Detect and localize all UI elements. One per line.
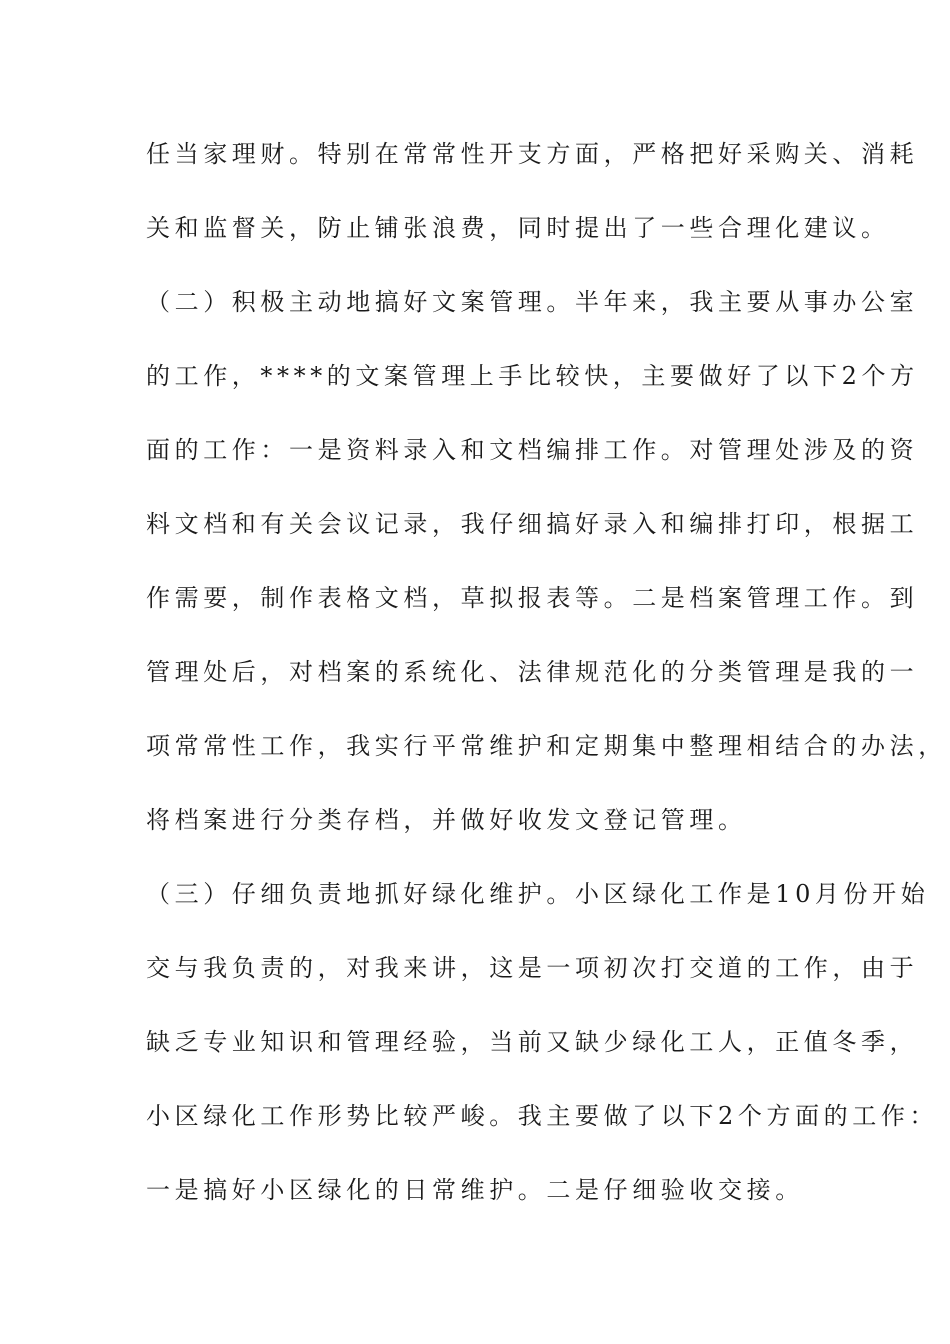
text-line: （三）仔细负责地抓好绿化维护。小区绿化工作是10月份开始 <box>146 880 930 908</box>
document-body <box>146 132 947 1242</box>
text-line: 的工作，****的文案管理上手比较快，主要做好了以下2个方 <box>146 362 919 390</box>
text-line: 将档案进行分类存档，并做好收发文登记管理。 <box>146 806 747 834</box>
text-line: 小区绿化工作形势比较严峻。我主要做了以下2个方面的工作： <box>146 1102 939 1130</box>
text-line: 一是搞好小区绿化的日常维护。二是仔细验收交接。 <box>146 1176 804 1204</box>
text-line: 任当家理财。特别在常常性开支方面，严格把好采购关、消耗 <box>146 140 919 168</box>
text-line: 项常常性工作，我实行平常维护和定期集中整理相结合的办法， <box>146 732 947 760</box>
text-line: 面的工作：一是资料录入和文档编排工作。对管理处涉及的资 <box>146 436 919 464</box>
text-line: 料文档和有关会议记录，我仔细搞好录入和编排打印，根据工 <box>146 510 919 538</box>
text-line: 关和监督关，防止铺张浪费，同时提出了一些合理化建议。 <box>146 214 890 242</box>
text-line: （二）积极主动地搞好文案管理。半年来，我主要从事办公室 <box>146 288 919 316</box>
text-line: 作需要，制作表格文档，草拟报表等。二是档案管理工作。到 <box>146 584 919 612</box>
text-line: 交与我负责的，对我来讲，这是一项初次打交道的工作，由于 <box>146 954 919 982</box>
text-line: 缺乏专业知识和管理经验，当前又缺少绿化工人，正值冬季， <box>146 1028 919 1056</box>
text-line: 管理处后，对档案的系统化、法律规范化的分类管理是我的一 <box>146 658 919 686</box>
